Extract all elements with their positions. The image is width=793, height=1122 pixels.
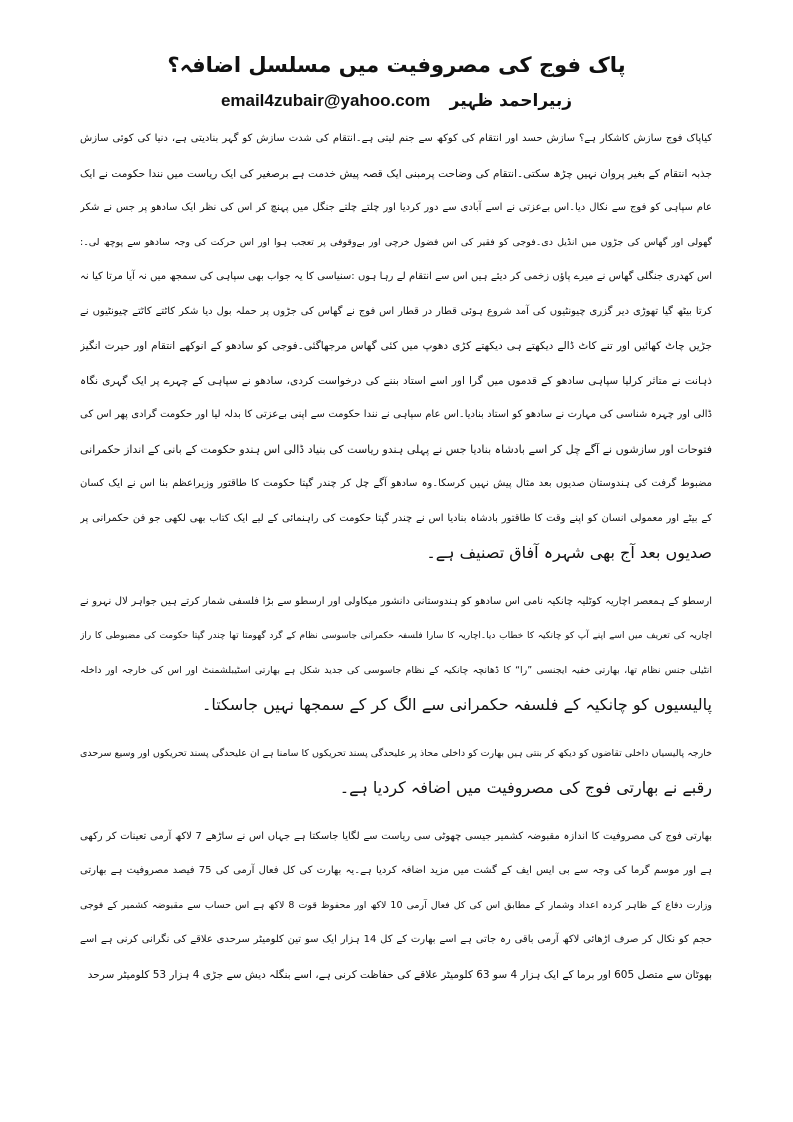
text-line: اس کھدری جنگلی گھاس نے میرے پاؤں زخمی کر دیئے ہیں اس سے انتقام لے رہا ہوں :سنیاسی کا یہ جواب بھی سپاہی کی سمجھ میں نہ آیا مرتا کیا نہ	[80, 271, 712, 282]
paragraph	[80, 820, 712, 993]
text-line: جذبہ انتقام کے بغیر پروان نہیں چڑھ سکتی۔انتقام کی وضاحت پرمبنی ایک قصہ پیش خدمت ہے برصغیر کی ایک ریاست میں نندا حکومت نے ایک	[80, 167, 712, 180]
text-line: حجم کو نکال کر صرف اڑھائی لاکھ آرمی باقی رہ جاتی ہے اسے بھارت کے کل 14 ہزار ایک سو تین کلومیٹر سرحدی علاقے کی نگرانی کرنی ہے اسے	[80, 934, 712, 945]
text-line: ہے اور موسم گرما کی وجہ سے بی ایس ایف کے گشت میں مزید اضافہ کردیا ہے۔یہ بھارت کی کل فعال آرمی کی 75 فیصد مصروفیت ہے بھارتی	[80, 865, 712, 876]
paragraph	[80, 122, 712, 571]
text-line: کرتا بیٹھ گیا تھوڑی دیر گزری چیونٹیوں کی آمد شروع ہوئی قطار در قطار اس فوج نے گھاس کی جڑوں پر حملہ بول دیا شکر کاٹتے کاٹتے چیونٹیوں نے	[80, 305, 712, 317]
text-line: ارسطو کے ہمعصر اچاریہ کوٹلیہ چانکیہ نامی اس سادھو کو ہندوستانی دانشور میکاولی اور ارسطو سے بڑا فلسفی شمار کرتے ہیں جواہر لال نہرو نے	[80, 595, 712, 607]
text-line: کیاپاک فوج سازش کاشکار ہے؟ سازش حسد اور انتقام کی کوکھ سے جنم لیتی ہے۔انتقام کی شدت سازش کو گہر بنادیتی ہے، دنیا کی کوئی سازش	[80, 133, 712, 144]
article-body	[80, 122, 712, 1006]
text-line: ذہانت نے متاثر کرلیا سپاہی سادھو کے قدموں میں گرا اور اسے استاد بننے کی درخواست کردی، سادھو نے سپاہی کے چہرے پر ایک گہری نگاہ	[80, 374, 712, 387]
text-line: خارجہ پالیسیاں داخلی تقاضوں کو دیکھ کر بنتی ہیں بھارت کو داخلی محاذ پر علیحدگی پسند تحریکوں کا سامنا ہے ان علیحدگی پسند تحریکوں اور وسیع سرحدی	[80, 747, 712, 759]
text-line: عام سپاہی کو فوج سے نکال دیا۔اس بےعزتی نے اسے آبادی سے دور کردیا اور چلتے چلتے جنگل میں پہنچ کر اس کی نظر ایک سادھو پر جس نے شکر	[80, 202, 712, 213]
text-line: ڈالی اور چہرہ شناسی کی مہارت نے سادھو کو استاد بنادیا۔اس عام سپاہی نے نندا حکومت سے اپنی بےعزتی کا بدلہ لیا اور حکومت گرادی پھر اس کی	[80, 409, 712, 420]
text-line: وزارت دفاع کے ظاہر کردہ اعداد وشمار کے مطابق اس کی کل فعال آرمی 10 لاکھ اور محفوظ قوت 8 لاکھ ہے اس حساب سے مقبوضہ کشمیر کے فوجی	[80, 899, 712, 911]
text-line: اچاریہ کی تعریف میں اسے اپنے آپ کو چانکیہ کا خطاب دیا۔اچاریہ کا سارا فلسفہ حکمرانی جاسوسی نظام کے گرد گھومتا تھا چندر گپتا حکومت کی مضبوطی کا راز	[80, 631, 712, 641]
text-line: بھوٹان سے متصل 605 اور برما کے ایک ہزار 4 سو 63 کلومیٹر علاقے کی حفاظت کرنی ہے، اسے بنگلہ دیش سے جڑی 4 ہزار 53 کلومیٹر سرحد	[87, 968, 712, 981]
text-line: انٹیلی جنس نظام تھا، بھارتی خفیہ ایجنسی ”را“ کا ڈھانچہ چانکیہ کے نظام جاسوسی کی جدید شکل ہے بھارتی اسٹیبلشمنٹ اور اس کی خارجہ اور داخلہ	[80, 664, 712, 676]
text-line: فتوحات اور سازشوں نے آگے چل کر اسے بادشاہ بنادیا جس نے پہلی ہندو ریاست کی بنیاد ڈالی اس ہندو حکومت کے بانی کے انداز حکمرانی	[80, 442, 712, 456]
text-line: جڑیں چاٹ کھائیں اور تنے کاٹ ڈالے دیکھتے ہی دیکھتے کڑی دھوپ میں کئی گھاس مرجھاگئی۔فوجی کو سادھو کے انوکھے انتقام اور حیرت انگیز	[80, 340, 712, 352]
text-line: پالیسیوں کو چانکیہ کے فلسفہ حکمرانی سے الگ کر کے سمجھا نہیں جاسکتا۔	[201, 695, 712, 714]
author-name: زبیراحمد ظہیر	[449, 91, 573, 111]
text-line: صدیوں بعد آج بھی شہرہ آفاق تصنیف ہے۔	[426, 543, 712, 562]
paragraph	[80, 737, 712, 806]
byline	[0, 88, 793, 114]
article-title: پاک فوج کی مصروفیت میں مسلسل اضافہ؟	[167, 53, 626, 77]
paragraph	[80, 585, 712, 723]
text-line: گھولی اور گھاس کی جڑوں میں انڈیل دی۔فوجی کو فقیر کی اس فضول خرچی اور بےوقوفی پر تعجب ہوا اور اس حرکت کی وجہ سادھو سے پوچھ لی۔:	[80, 236, 712, 248]
text-line: کے بیٹے اور معمولی انسان کو اپنے وقت کا طاقتور بادشاہ بنادیا اس نے چندر گپتا حکومت کی راہنمائی کے لیے ایک کتاب بھی لکھی جو فن حکمرانی پر	[80, 512, 712, 524]
text-line: مضبوط گرفت کی ہندوستان صدیوں بعد مثال پیش نہیں کرسکا۔وہ سادھو آگے چل کر چندر گپتا حکومت کا طاقتور وزیراعظم بنا اس نے ایک کسان	[80, 478, 712, 489]
author-email[interactable]: email4zubair@yahoo.com	[220, 91, 431, 110]
text-line: بھارتی فوج کی مصروفیت کا اندازہ مقبوضہ کشمیر جیسی چھوٹی سی ریاست سے لگایا جاسکتا ہے جہاں اس نے ساڑھے 7 لاکھ آرمی تعینات کر رکھی	[80, 830, 712, 842]
text-line: رقبے نے بھارتی فوج کی مصروفیت میں اضافہ کردیا ہے۔	[339, 778, 712, 797]
